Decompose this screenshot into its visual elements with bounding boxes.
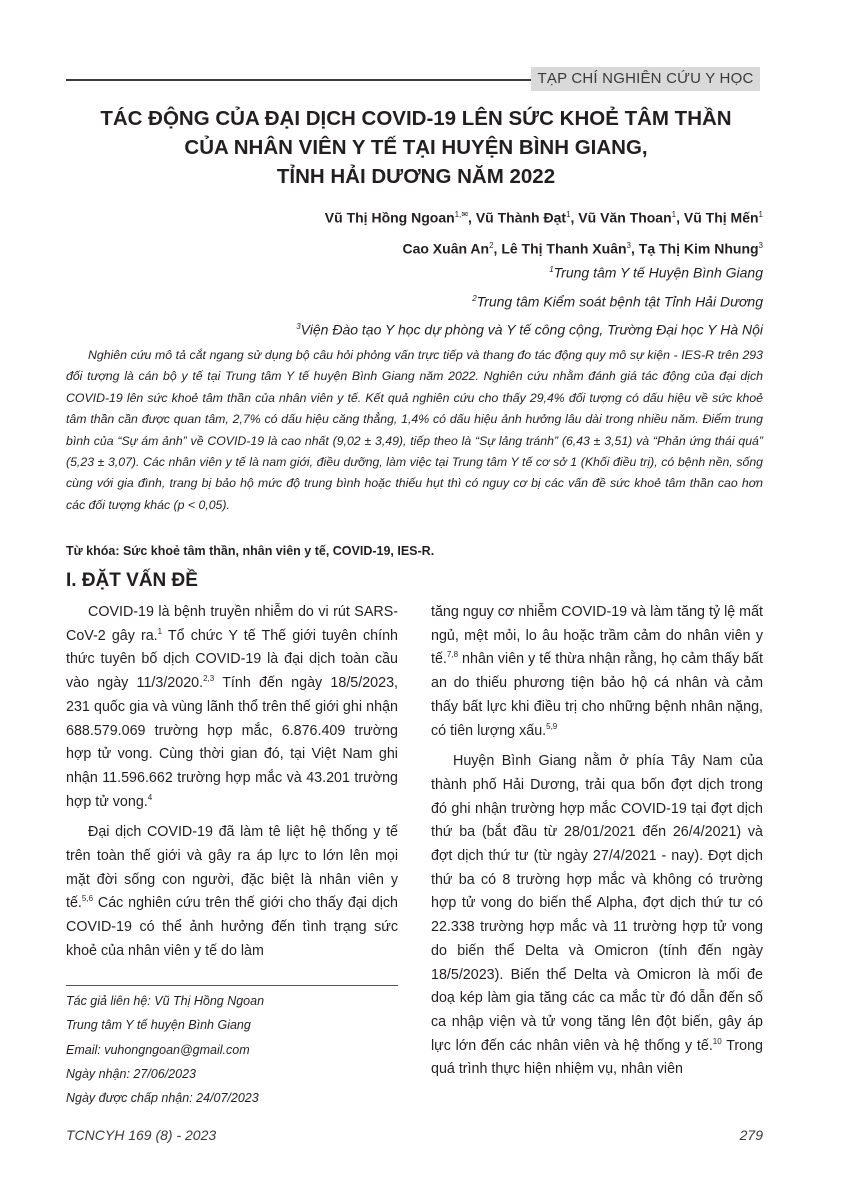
author-line: Vũ Thị Hồng Ngoan$^{1,✉}$, Vũ Thành Đạt$^1$, Vũ Văn Thoan$^1$, Vũ Thị Mến$^1$ (324, 209, 763, 226)
author-sup: 3 (626, 240, 631, 250)
author-sup: 1,✉ (454, 210, 469, 219)
affiliation-sup: 1 (549, 265, 554, 274)
author-sup: 3 (758, 240, 763, 250)
correspondence-footnote (66, 989, 398, 1110)
citation-ref: 5,6 (81, 894, 94, 904)
author-name: Vũ Thị Mến (683, 209, 759, 226)
affiliation-list (103, 257, 763, 343)
author-name: Lê Thị Thanh Xuân (501, 240, 627, 257)
journal-name: TẠP CHÍ NGHIÊN CỨU Y HỌC (531, 67, 760, 91)
affiliation-sup: 3 (296, 322, 301, 332)
author-name: Vũ Thị Hồng Ngoan (324, 209, 455, 226)
citation-ref: 7,8 (446, 650, 459, 660)
section-title: I. ĐẶT VẤN ĐỀ (66, 570, 198, 591)
affiliation-text: Viện Đào tạo Y học dự phòng và Y tế công cộng, Trường Đại học Y Hà Nội (300, 321, 763, 338)
affiliation (103, 286, 763, 315)
body-paragraph: COVID-19 là bệnh truyền nhiễm do vi rút SARS-CoV-2 gây ra.$^1$ Tổ chức Y tế Thế giới tuyên chính thức tuyên bố dịch COVID-19 là đại dịch toàn cầu vào ngày 11/3/2020.$^{2,3}$ Tính đến ngày 18/5/2023, 231 quốc gia và vùng lãnh thổ trên thế giới ghi nhận 688.579.069 trường hợp mắc, 6.876.409 trường hợp tử vong. Cùng thời gian đó, tại Việt Nam ghi nhận 11.596.662 trường hợp mắc và 43.201 trường hợp tử vong.$^4$ (66, 604, 398, 810)
citation-ref: 1 (157, 626, 163, 636)
article-title (66, 104, 766, 191)
right-column (431, 601, 763, 1089)
author-line: Cao Xuân An$^2$, Lê Thị Thanh Xuân$^3$, Tạ Thị Kim Nhung$^3$ (402, 240, 763, 257)
citation-ref: 10 (712, 1036, 722, 1046)
footnote-line: Ngày được chấp nhận: 24/07/2023 (66, 1091, 259, 1106)
affiliation (103, 314, 763, 343)
title-line: TÁC ĐỘNG CỦA ĐẠI DỊCH COVID-19 LÊN SỨC KHOẺ TÂM THẦN (100, 107, 732, 130)
footnote-line: Email: vuhongngoan@gmail.com (66, 1042, 250, 1057)
title-line: TỈNH HẢI DƯƠNG NĂM 2022 (276, 165, 556, 188)
footnote-rule (66, 985, 398, 986)
author-name: Tạ Thị Kim Nhung (638, 240, 759, 257)
footnote-line: Tác giả liên hệ: Vũ Thị Hồng Ngoan (66, 994, 265, 1008)
affiliation-sup: 2 (472, 293, 477, 303)
abstract: Nghiên cứu mô tả cắt ngang sử dụng bộ câu hỏi phỏng vấn trực tiếp và thang đo tác động quy mô sự kiện - IES-R trên 293 đối tượng là cán bộ y tế tại Trung tâm Y tế huyện Bình Giang năm 2022. Nghiên cứu nhằm đánh giá tác động của đại dịch COVID-19 lên sức khoẻ tâm thần của nhân viên y tế. Kết quả nghiên cứu cho thấy 29,4% đối tượng có dấu hiệu về sức khoẻ tâm thần cần được quan tâm, 2,7% có dấu hiệu căng thẳng, 1,4% có dấu hiệu ảnh hưởng lâu dài trong nhiều năm. Điểm trung bình của “Sự ám ảnh” về COVID-19 là cao nhất (9,02 ± 3,49), tiếp theo là “Sự lảng tránh” (6,43 ± 3,51) và “Phản ứng thái quá” (5,23 ± 3,07). Các nhân viên y tế là nam giới, điều dưỡng, làm việc tại Trung tâm Y tế cơ sở 1 (Khối điều trị), có bệnh nền, sống cùng với gia đình, trang bị bảo hộ mức độ trung bình hoặc thiếu hụt thì có nguy cơ bị các vấn đề sức khoẻ tâm thần cao hơn các đối tượng khác (p < 0,05). (66, 348, 763, 512)
citation-ref: 4 (147, 792, 153, 802)
body-paragraph: Huyện Bình Giang nằm ở phía Tây Nam của thành phố Hải Dương, trải qua bốn đợt dịch trong đó ghi nhận trường hợp mắc COVID-19 tại đợt dịch thứ ba (bắt đầu từ 28/01/2021 đến 26/4/2021) và đợt dịch thứ tư (từ ngày 27/4/2021 - nay). Đợt dịch thứ ba có 8 trường hợp mắc và không có trường hợp tử vong do biến thể Alpha, đợt dịch thứ tư có 22.338 trường hợp mắc và 11 trường hợp tử vong do biến thể Delta và Omicron (tính đến ngày 18/5/2023). Biến thể Delta và Omicron là mối đe doạ kép làm gia tăng các ca mắc từ đó dẫn đến số ca nhập viện và tử vong tăng lên đột biến, gây áp lực lớn đến các nhân viên và hệ thống y tế.$^{10}$ Trong quá trình thực hiện nhiệm vụ, nhân viên (431, 753, 764, 1078)
footnote-line: Trung tâm Y tế huyện Bình Giang (66, 1018, 251, 1033)
affiliation-text: Trung tâm Kiểm soát bệnh tật Tỉnh Hải Dương (476, 293, 763, 310)
affiliation (103, 257, 763, 286)
left-column (66, 601, 398, 971)
author-sup: 1 (566, 210, 571, 219)
author-sup: 1 (671, 210, 677, 219)
author-sup: 2 (489, 240, 494, 250)
footnote-line: Ngày nhận: 27/06/2023 (66, 1066, 196, 1081)
keywords: Từ khóa: Sức khoẻ tâm thần, nhân viên y tế, COVID-19, IES-R. (66, 544, 435, 558)
page-number: 279 (739, 1127, 763, 1143)
body-paragraph: tăng nguy cơ nhiễm COVID-19 và làm tăng tỷ lệ mất ngủ, mệt mỏi, lo âu hoặc trầm cảm do nhân viên y tế.$^{7,8}$ nhân viên y tế thừa nhận rằng, họ cảm thấy bất an do thiếu phương tiện bảo hộ cá nhân và cảm thấy bất lực khi điều trị cho những bệnh nhân nặng, có tiên lượng xấu.$^{5,9}$ (431, 604, 763, 739)
author-list (143, 201, 763, 262)
author-name: Cao Xuân An (402, 240, 490, 257)
body-paragraph: Đại dịch COVID-19 đã làm tê liệt hệ thống y tế trên toàn thế giới và gây ra áp lực to lớn lên mọi mặt đời sống con người, đặc biệt là nhân viên y tế.$^{5,6}$ Các nghiên cứu trên thế giới cho thấy đại dịch COVID-19 có thể ảnh hưởng đến tình trạng sức khoẻ của nhân viên y tế do làm (66, 824, 398, 959)
header-rule (66, 79, 531, 81)
affiliation-text: Trung tâm Y tế Huyện Bình Giang (553, 264, 763, 281)
citation-ref: 5,9 (546, 721, 558, 731)
author-sup: 1 (758, 210, 763, 219)
author-name: Vũ Văn Thoan (578, 209, 672, 226)
author-name: Vũ Thành Đạt (475, 209, 567, 226)
journal-issue: TCNCYH 169 (8) - 2023 (66, 1127, 217, 1143)
citation-ref: 2,3 (203, 674, 215, 684)
title-line: CỦA NHÂN VIÊN Y TẾ TẠI HUYỆN BÌNH GIANG, (184, 136, 648, 159)
